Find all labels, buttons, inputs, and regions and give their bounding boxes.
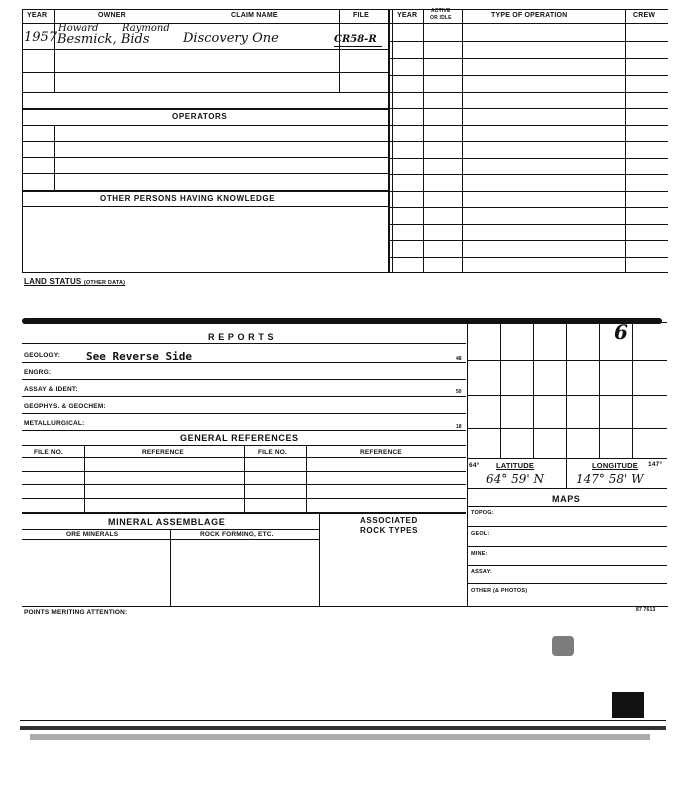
header-type-of-operation: TYPE OF OPERATION <box>491 12 568 19</box>
geology-label: GEOLOGY: <box>24 352 61 359</box>
rock-forming-label: ROCK FORMING, ETC. <box>200 531 274 538</box>
header-owner: OWNER <box>98 12 126 19</box>
land-status-title: LAND STATUS <box>24 277 82 286</box>
header-crew: CREW <box>633 12 656 19</box>
land-status-label <box>24 277 125 286</box>
ref-header-file-no-1: FILE NO. <box>34 449 64 456</box>
land-status-sub: (OTHER DATA) <box>83 280 126 286</box>
ref-header-reference-2: REFERENCE <box>360 449 402 456</box>
ore-minerals-label: ORE MINERALS <box>66 531 119 538</box>
assay-num: 50 <box>456 389 462 395</box>
longitude-note: 147° <box>648 461 663 468</box>
torn-edge-3 <box>20 720 666 721</box>
reports-title: R E P O R T S <box>208 332 275 342</box>
torn-edge-2 <box>30 734 650 740</box>
scan-square <box>612 692 644 718</box>
entry-claim-name: Discovery One <box>183 31 279 46</box>
assoc-rock-types-line2: ROCK TYPES <box>360 526 419 535</box>
maps-other: OTHER (& PHOTOS) <box>471 588 528 594</box>
entry-owner-first: Howard <box>58 23 99 34</box>
latitude-value: 64° 59' N <box>486 472 544 486</box>
other-persons-label: OTHER PERSONS HAVING KNOWLEDGE <box>100 194 276 203</box>
metallurgical-label: METALLURGICAL: <box>24 420 85 427</box>
latitude-label: LATITUDE <box>496 461 535 470</box>
header-file: FILE <box>353 12 369 19</box>
engrg-label: ENGRG: <box>24 369 52 376</box>
ref-header-file-no-2: FILE NO. <box>258 449 288 456</box>
assay-ident-label: ASSAY & IDENT: <box>24 386 78 393</box>
geology-num: 48 <box>456 356 462 362</box>
entry-owner-first-2: Raymond <box>122 23 170 34</box>
longitude-value: 147° 58' W <box>576 472 644 486</box>
operators-label: OPERATORS <box>172 112 228 121</box>
entry-year: 1957 <box>24 30 58 45</box>
scan-blot <box>552 636 574 656</box>
geophys-label: GEOPHYS. & GEOCHEM: <box>24 403 106 410</box>
header-claim-name: CLAIM NAME <box>231 12 278 19</box>
assoc-rock-types-line1: ASSOCIATED <box>360 516 418 525</box>
torn-edge <box>20 726 666 730</box>
entry-file: CR58-R <box>334 34 377 45</box>
geology-value: See Reverse Side <box>86 350 192 363</box>
header-year-2: YEAR <box>397 12 418 19</box>
metallurgical-num: 18 <box>456 424 462 430</box>
entry-owner: Besmick, Bids <box>57 32 150 47</box>
lat-prefix: 64° <box>469 462 480 469</box>
maps-topog: TOPOG: <box>471 510 494 516</box>
points-meriting-attention: POINTS MERITING ATTENTION: <box>24 609 128 616</box>
header-year: YEAR <box>27 12 48 19</box>
ref-header-reference-1: REFERENCE <box>142 449 184 456</box>
header-or-idle: OR IDLE <box>430 15 452 21</box>
maps-title: MAPS <box>552 494 581 504</box>
maps-assay: ASSAY: <box>471 569 493 575</box>
maps-mine: MINE: <box>471 551 488 557</box>
form-number: 87 7613 <box>636 607 656 613</box>
maps-geol: GEOL: <box>471 531 490 537</box>
header-active: ACTIVE <box>431 8 451 14</box>
longitude-label: LONGITUDE <box>592 461 638 470</box>
grid-mark: 6 <box>614 320 628 344</box>
general-references-title: GENERAL REFERENCES <box>180 433 299 443</box>
mineral-assemblage-title: MINERAL ASSEMBLAGE <box>108 517 226 527</box>
